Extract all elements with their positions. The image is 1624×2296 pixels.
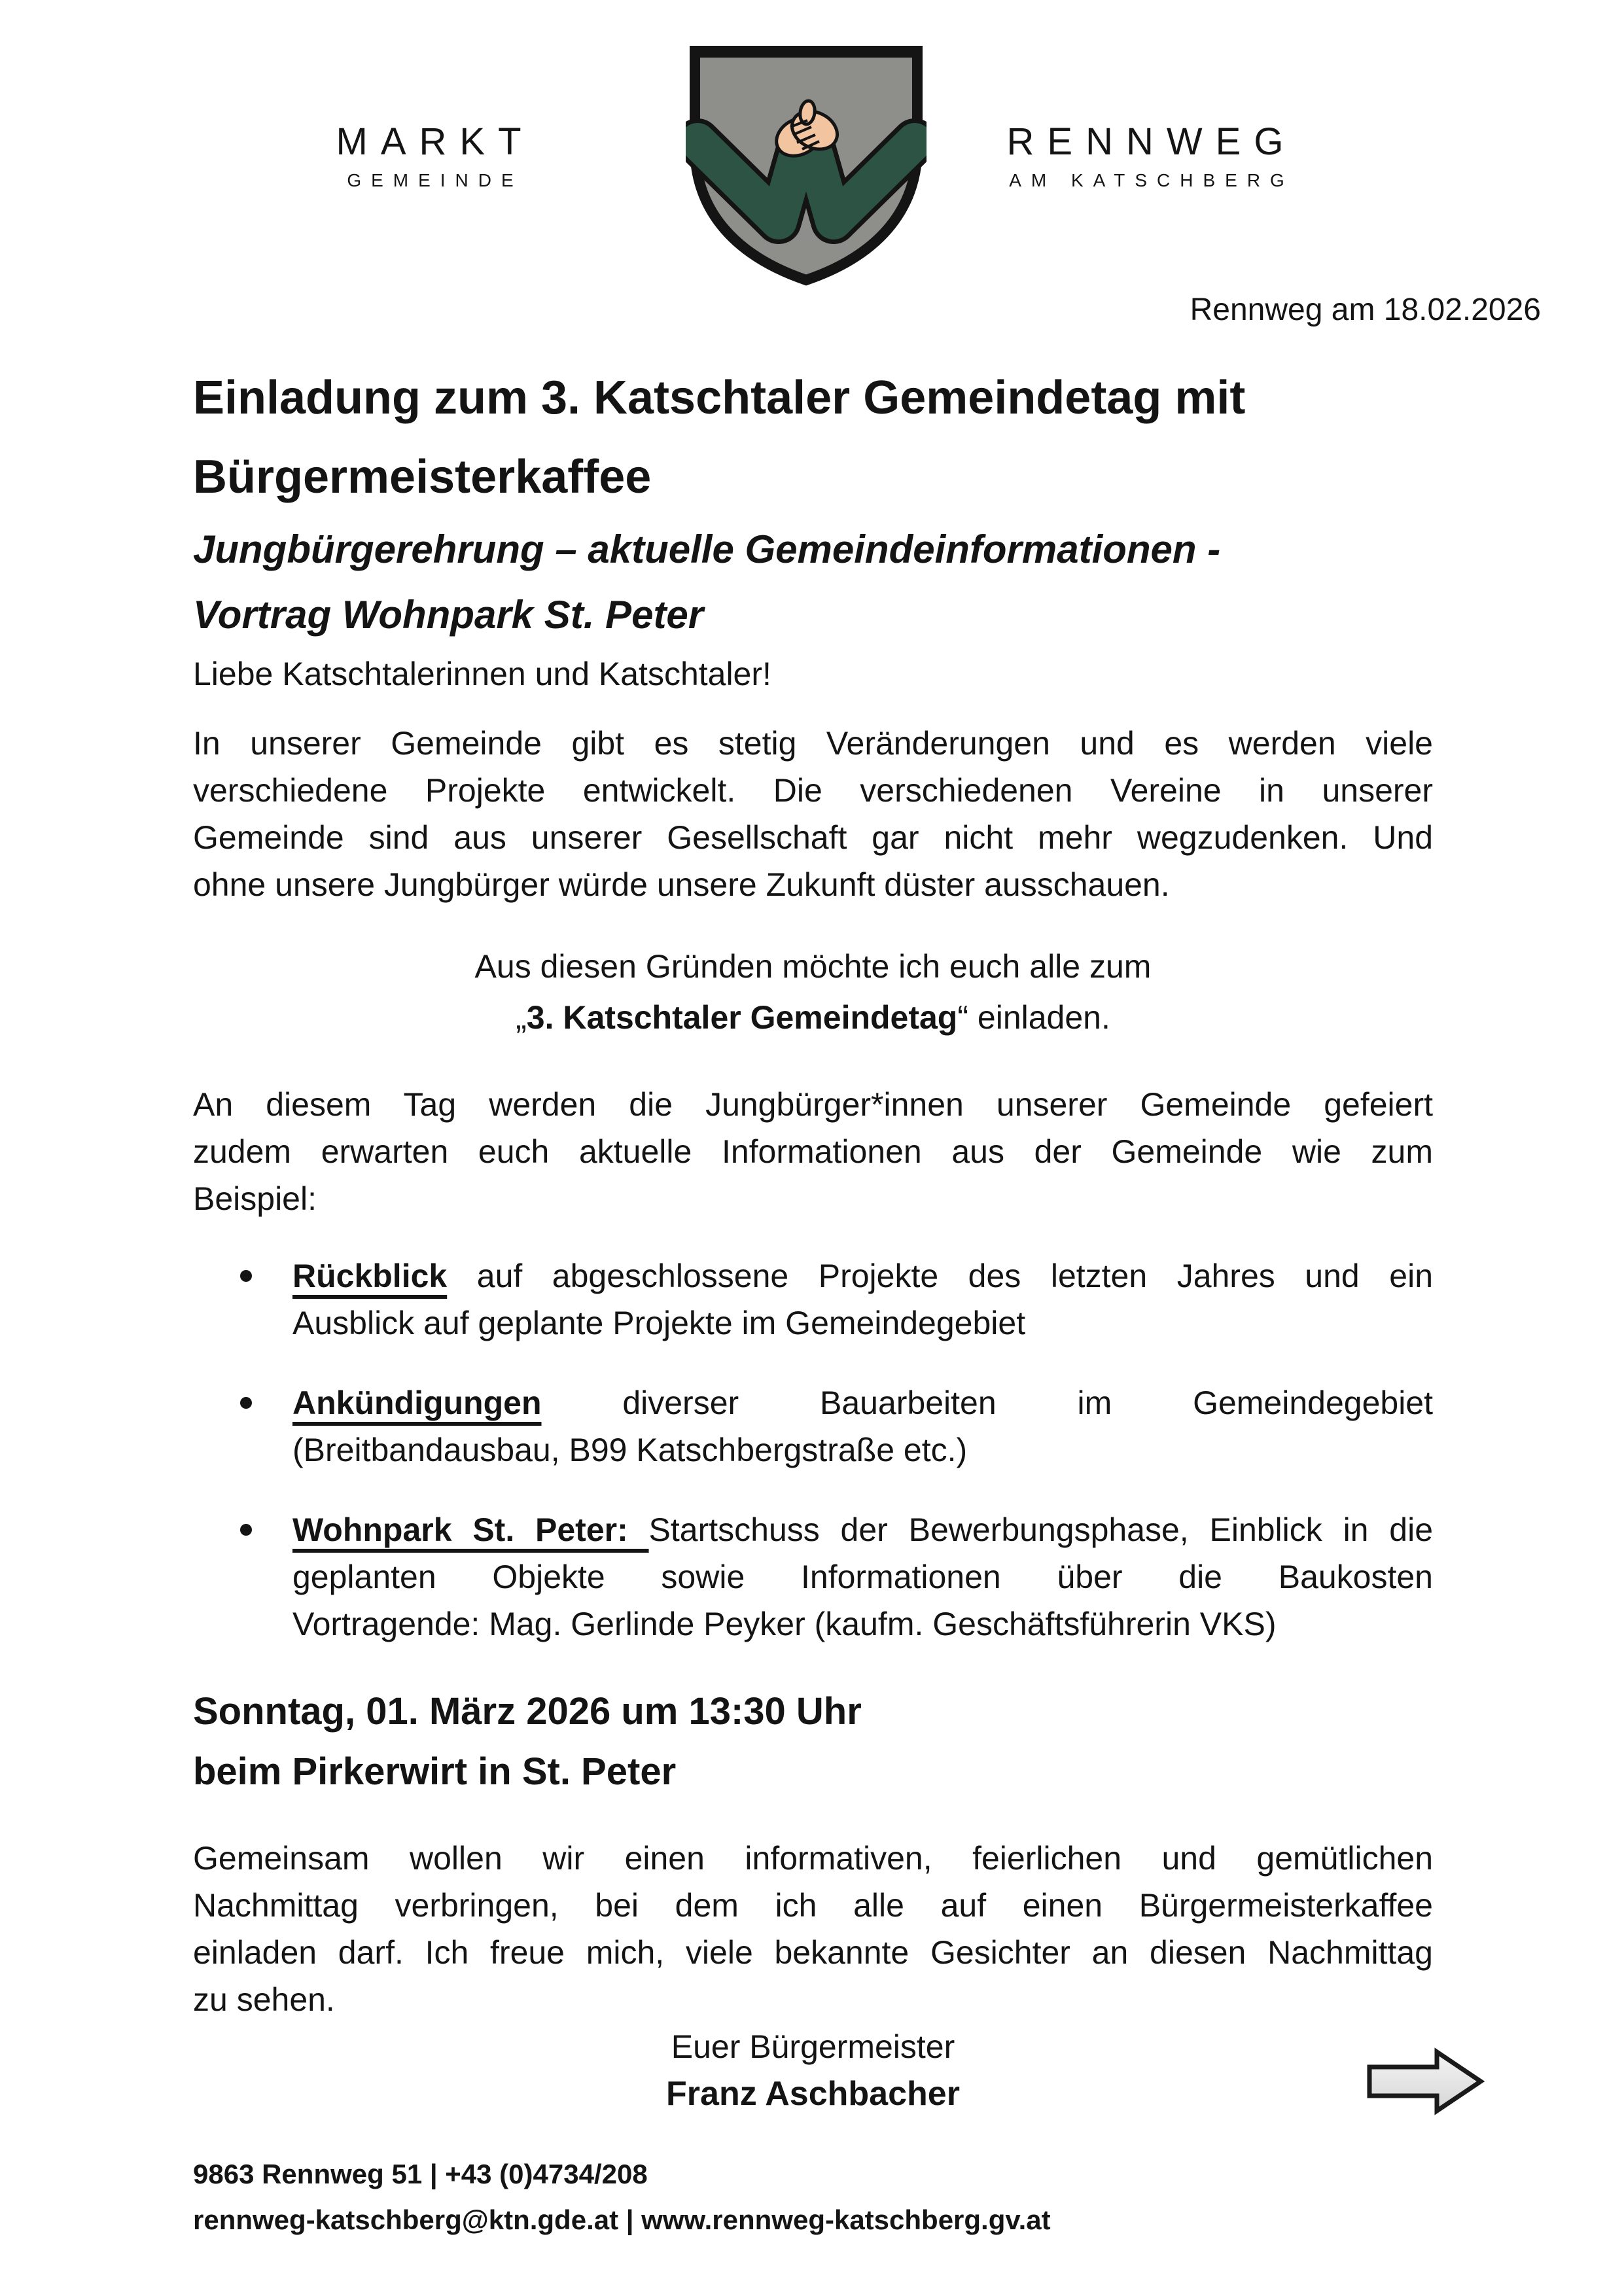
- paragraph-closing-line-2: Nachmittag verbringen, bei dem ich alle auf einen Bürgermeisterkaffee: [193, 1887, 1433, 1924]
- letter-body: [193, 0, 1433, 2243]
- bullet-lead: Ankündigungen: [292, 1385, 542, 1421]
- invitation-line-1: Aus diesen Gründen möchte ich euch alle zum: [474, 948, 1152, 985]
- paragraph-program-line-3: Beispiel:: [193, 1180, 317, 1217]
- bullet-lead-rest: Startschuss der Bewerbungsphase, Einblick in die: [648, 1511, 1434, 1548]
- paragraph-intro: [193, 720, 1433, 908]
- paragraph-program-line-2: zudem erwarten euch aktuelle Informationen aus der Gemeinde wie zum: [193, 1133, 1433, 1170]
- paragraph-intro-line-4: ohne unsere Jungbürger würde unsere Zukunft düster ausschauen.: [193, 866, 1170, 903]
- bullet-lead-rest: diverser Bauarbeiten im Gemeindegebiet: [541, 1385, 1433, 1421]
- paragraph-closing: [193, 1835, 1433, 2023]
- invitation-event-name: 3. Katschtaler Gemeindetag: [526, 999, 958, 1036]
- invitation-quote-open: „: [516, 999, 527, 1036]
- paragraph-intro-line-3: Gemeinde sind aus unserer Gesellschaft gar nicht mehr wegzudenken. Und: [193, 819, 1433, 856]
- letter-title: [193, 359, 1433, 517]
- bullet-item-2-line-2: (Breitbandausbau, B99 Katschbergstraße etc.): [292, 1432, 968, 1468]
- paragraph-program: [193, 1081, 1433, 1222]
- bullet-dot-icon: [240, 1397, 252, 1409]
- place-date-line: Rennweg am 18.02.2026: [1190, 292, 1541, 327]
- footer-contact: [193, 2151, 1433, 2243]
- bullet-item-3-line-2: geplanten Objekte sowie Informationen über die Baukosten: [292, 1559, 1433, 1595]
- bullet-lead: Wohnpark St. Peter:: [292, 1511, 649, 1548]
- letter-title-line-2: Bürgermeisterkaffee: [193, 451, 652, 503]
- salutation: Liebe Katschtalerinnen und Katschtaler!: [193, 656, 771, 692]
- event-date-venue: [193, 1682, 1433, 1802]
- letter-subtitle-line-1: Jungbürgerehrung – aktuelle Gemeindeinformationen -: [193, 527, 1221, 571]
- right-arrow-icon: [1365, 2047, 1485, 2116]
- invitation-line-2: [193, 992, 1433, 1043]
- bullet-item-1-line-1: [292, 1252, 1433, 1299]
- bullet-item-3-line-3: Vortragende: Mag. Gerlinde Peyker (kaufm. Geschäftsführerin VKS): [292, 1606, 1277, 1642]
- signoff-name: Franz Aschbacher: [666, 2075, 960, 2113]
- footer-contact-line-1: 9863 Rennweg 51 | +43 (0)4734/208: [193, 2159, 648, 2189]
- paragraph-closing-line-4: zu sehen.: [193, 1981, 335, 2018]
- letter-subtitle-line-2: Vortrag Wohnpark St. Peter: [193, 593, 704, 637]
- bullet-item-3: [193, 1506, 1433, 1648]
- paragraph-closing-line-1: Gemeinsam wollen wir einen informativen, feierlichen und gemütlichen: [193, 1840, 1433, 1877]
- paragraph-intro-line-1: In unserer Gemeinde gibt es stetig Veränderungen und es werden viele: [193, 725, 1433, 762]
- paragraph-closing-line-3: einladen darf. Ich freue mich, viele bekannte Gesichter an diesen Nachmittag: [193, 1934, 1433, 1971]
- bullet-list: [193, 1252, 1433, 1648]
- bullet-item-3-line-1: [292, 1506, 1433, 1553]
- paragraph-intro-line-2: verschiedene Projekte entwickelt. Die verschiedenen Vereine in unserer: [193, 772, 1433, 809]
- org-right-line1: RENNWEG: [1006, 120, 1297, 163]
- bullet-item-1: [193, 1252, 1433, 1347]
- bullet-lead: Rückblick: [292, 1258, 448, 1294]
- bullet-item-2-line-1: [292, 1379, 1433, 1426]
- signoff-role: Euer Bürgermeister: [671, 2028, 955, 2065]
- event-date-venue-line-1: Sonntag, 01. März 2026 um 13:30 Uhr: [193, 1690, 862, 1733]
- letter-title-line-1: Einladung zum 3. Katschtaler Gemeindetag mit: [193, 372, 1246, 424]
- bullet-item-1-line-2: Ausblick auf geplante Projekte im Gemeindegebiet: [292, 1305, 1026, 1341]
- invitation-block: [193, 941, 1433, 1043]
- footer-contact-line-2: rennweg-katschberg@ktn.gde.at | www.rennweg-katschberg.gv.at: [193, 2204, 1051, 2235]
- invitation-quote-close: “ einladen.: [957, 999, 1110, 1036]
- event-date-venue-line-2: beim Pirkerwirt in St. Peter: [193, 1750, 677, 1793]
- org-left-line1: MARKT: [336, 120, 535, 163]
- org-right-line2: AM KATSCHBERG: [1009, 170, 1294, 190]
- letter-subtitle: [193, 517, 1433, 648]
- bullet-item-2: [193, 1379, 1433, 1474]
- bullet-lead-rest: auf abgeschlossene Projekte des letzten Jahres und ein: [447, 1258, 1433, 1294]
- paragraph-program-line-1: An diesem Tag werden die Jungbürger*innen unserer Gemeinde gefeiert: [193, 1086, 1433, 1123]
- org-left-line2: GEMEINDE: [347, 170, 523, 190]
- bullet-dot-icon: [240, 1270, 252, 1282]
- bullet-dot-icon: [240, 1524, 252, 1536]
